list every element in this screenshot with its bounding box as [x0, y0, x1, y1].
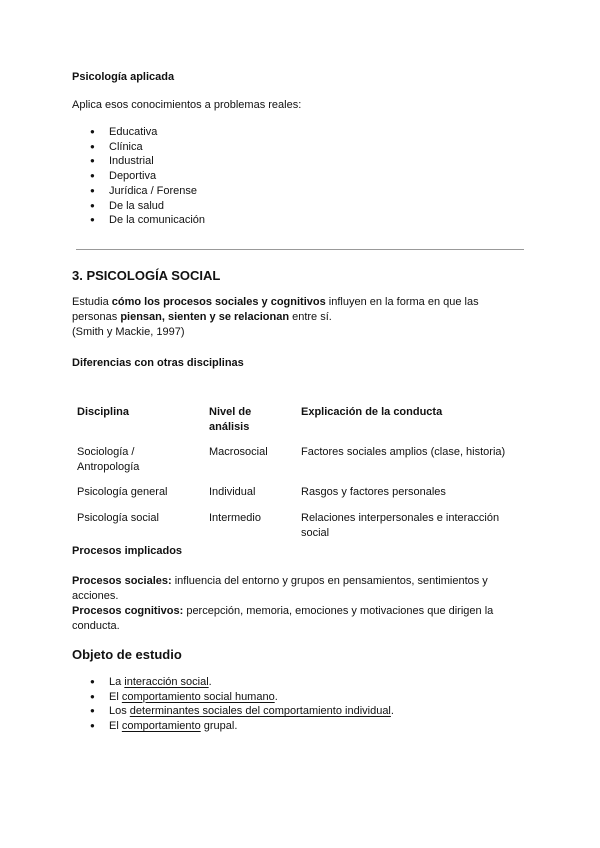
cell-line: Psicología general	[77, 486, 168, 498]
table-cell-explanation	[301, 445, 505, 460]
list-item	[90, 704, 394, 719]
cell-line: Relaciones interpersonales e interacción	[301, 512, 500, 524]
applied-intro: Aplica esos conocimientos a problemas reales:	[72, 99, 302, 111]
text: conducta.	[72, 620, 120, 632]
list-item: ● De la comunicación	[90, 213, 205, 228]
social-description	[72, 295, 542, 340]
text: influyen en la forma en que las	[325, 296, 479, 308]
header-explanation: Explicación de la conducta	[301, 406, 443, 418]
cell-line: Sociología /	[77, 446, 135, 458]
processes-heading: Procesos implicados	[72, 545, 183, 557]
text: percepción, memoria, emociones y motivaciones que dirigen la	[183, 605, 494, 617]
list-item: ● Deportiva	[90, 169, 205, 184]
table-cell-explanation	[301, 485, 446, 500]
text: grupal.	[200, 720, 238, 733]
header-level-line: análisis	[209, 421, 250, 433]
table-cell-explanation	[301, 511, 499, 541]
text: La	[109, 676, 125, 688]
underlined-term: comportamiento social humano	[121, 690, 275, 703]
cell-line: social	[301, 527, 330, 539]
text: .	[208, 676, 212, 688]
text: influencia del entorno y grupos en pensamientos, sentimientos y	[171, 575, 488, 587]
cell-line: Psicología social	[77, 512, 159, 524]
table-cell-discipline	[77, 511, 159, 526]
text: Estudia	[72, 296, 112, 308]
text: personas	[72, 311, 121, 323]
table-cell-level: Individual	[209, 486, 256, 498]
social-processes-label: Procesos sociales:	[72, 575, 172, 587]
section-title: 3. PSICOLOGÍA SOCIAL	[72, 268, 221, 283]
cell-line: Factores sociales amplios (clase, historia)	[301, 446, 506, 458]
bold-text: piensan, sienten y se relacionan	[120, 311, 290, 323]
text: El	[109, 690, 122, 703]
cognitive-processes-label: Procesos cognitivos:	[72, 605, 184, 617]
cell-line: Rasgos y factores personales	[301, 486, 446, 498]
underlined-term: determinantes sociales del comportamiento individual	[129, 705, 391, 718]
text: entre sí.	[289, 311, 332, 323]
text: acciones.	[72, 590, 119, 602]
applied-list	[90, 125, 205, 228]
table-cell-level: Intermedio	[209, 512, 261, 524]
list-item: ● Educativa	[90, 125, 205, 140]
processes-text	[72, 574, 542, 634]
header-discipline: Disciplina	[77, 406, 129, 418]
differences-heading: Diferencias con otras disciplinas	[72, 357, 244, 369]
text: El	[109, 720, 122, 733]
text: Los	[109, 705, 130, 718]
header-level-line: Nivel de	[209, 406, 252, 418]
applied-heading: Psicología aplicada	[72, 71, 175, 83]
table-cell-level: Macrosocial	[209, 446, 268, 458]
list-item: ● Jurídica / Forense	[90, 184, 205, 199]
table-cell-discipline	[77, 485, 168, 500]
list-item: ● Industrial	[90, 154, 205, 169]
citation: (Smith y Mackie, 1997)	[72, 326, 185, 338]
object-list	[90, 675, 394, 734]
cell-line: Antropología	[77, 461, 140, 473]
list-item	[90, 719, 394, 734]
text: .	[274, 690, 278, 703]
text: .	[390, 705, 394, 718]
underlined-term: interacción social	[124, 676, 209, 688]
horizontal-divider	[76, 249, 524, 250]
bold-text: cómo los procesos sociales y cognitivos	[111, 296, 326, 308]
header-level	[209, 405, 251, 435]
list-item: ● De la salud	[90, 199, 205, 214]
list-item	[90, 675, 394, 690]
list-item	[90, 690, 394, 705]
table-cell-discipline	[77, 445, 139, 475]
list-item: ● Clínica	[90, 140, 205, 155]
underlined-term: comportamiento	[121, 720, 201, 733]
object-heading: Objeto de estudio	[72, 647, 182, 662]
